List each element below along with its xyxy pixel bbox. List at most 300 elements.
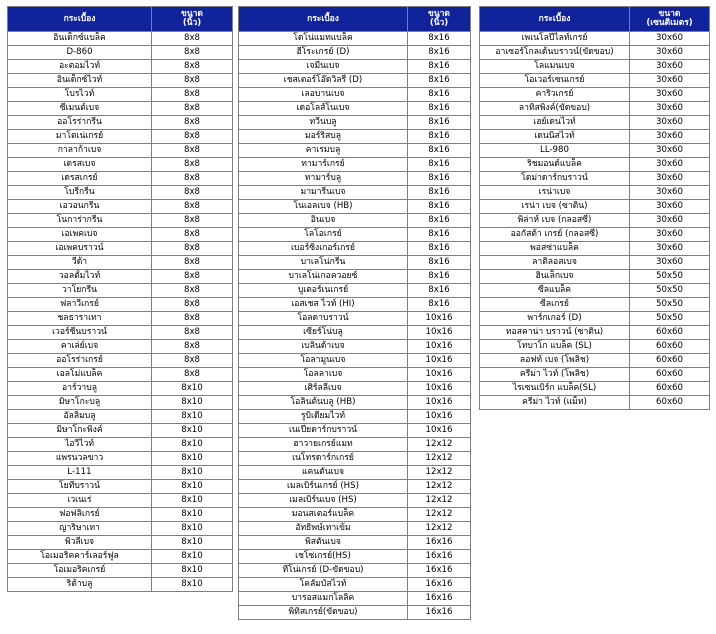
- tile-size-cell: 30x60: [630, 32, 710, 46]
- tile-size-cell: 8x8: [152, 242, 233, 256]
- table-row: [239, 536, 471, 550]
- tile-name-cell: แพรนวลขาว: [8, 452, 152, 466]
- tile-size-cell: 8x8: [152, 340, 233, 354]
- table-row: [239, 424, 471, 438]
- tile-name-cell: คาเล่ย์เบจ: [8, 340, 152, 354]
- tile-name-cell: ริชมอนด์แบล็ค: [480, 158, 630, 172]
- table-row: [239, 578, 471, 592]
- table-row: [8, 438, 233, 452]
- tile-size-cell: 16x16: [408, 550, 471, 564]
- tile-name-cell: เฮย์เดนไวท์: [480, 116, 630, 130]
- tile-name-cell: โบรีกรีน: [8, 186, 152, 200]
- table-row: [8, 368, 233, 382]
- tile-size-cell: 8x16: [408, 46, 471, 60]
- tile-size-cell: 30x60: [630, 74, 710, 88]
- table-row: [239, 130, 471, 144]
- table-row: [239, 452, 471, 466]
- tile-size-cell: 8x16: [408, 158, 471, 172]
- tile-name-cell: โอลลาเบจ: [239, 368, 408, 382]
- tile-size-cell: 8x8: [152, 368, 233, 382]
- tile-size-cell: 12x12: [408, 480, 471, 494]
- tile-name-cell: เพเนโลปีไลท์เกรย์: [480, 32, 630, 46]
- tile-name-cell: ฮาวายเกรย์แมท: [239, 438, 408, 452]
- tile-name-cell: ริต้าบลู: [8, 578, 152, 592]
- table-row: [8, 410, 233, 424]
- tile-size-cell: 12x12: [408, 438, 471, 452]
- tile-name-cell: เวเนเร่: [8, 494, 152, 508]
- table-row: [8, 74, 233, 88]
- tile-size-cell: 50x50: [630, 312, 710, 326]
- tile-name-cell: ฟอฟลิเกรย์: [8, 508, 152, 522]
- tile-size-cell: 8x8: [152, 116, 233, 130]
- tile-size-cell: 8x16: [408, 186, 471, 200]
- tile-name-cell: เอลโม่แบล็ค: [8, 368, 152, 382]
- tile-name-cell: แคนตันเบจ: [239, 466, 408, 480]
- tile-name-cell: โดม่าดาร์กบราวน์: [480, 172, 630, 186]
- tile-size-cell: 8x10: [152, 424, 233, 438]
- table-row: [239, 606, 471, 620]
- table-row: [8, 186, 233, 200]
- tile-name-cell: บารอสแมกโลลิค: [239, 592, 408, 606]
- table-row: [239, 438, 471, 452]
- tile-name-cell: เชสเตอร์โอ๊ดวิลรี่ (D): [239, 74, 408, 88]
- table-row: [480, 200, 710, 214]
- tile-name-cell: โอลามูนเบจ: [239, 354, 408, 368]
- tile-size-cell: 10x16: [408, 396, 471, 410]
- table-row: [239, 46, 471, 60]
- table-row: [8, 298, 233, 312]
- tile-size-cell: 8x16: [408, 214, 471, 228]
- tile-name-cell: เมลเบิร์นเกรย์ (HS): [239, 480, 408, 494]
- header-size-inch: ขนาด (นิ้ว): [408, 7, 471, 32]
- table-row: [239, 550, 471, 564]
- table-row: [239, 256, 471, 270]
- table-row: [239, 214, 471, 228]
- tile-size-cell: 8x16: [408, 144, 471, 158]
- table-row: [8, 214, 233, 228]
- tile-name-cell: โคลัมบัสไวท์: [239, 578, 408, 592]
- tile-size-cell: 12x12: [408, 508, 471, 522]
- table-row: [8, 382, 233, 396]
- table-row: [8, 508, 233, 522]
- tile-size-cell: 8x8: [152, 298, 233, 312]
- tile-name-cell: ลาทิสพิงค์(ขัดขอบ): [480, 102, 630, 116]
- table-row: [239, 60, 471, 74]
- tile-size-cell: 12x12: [408, 466, 471, 480]
- tile-size-cell: 10x16: [408, 410, 471, 424]
- tile-size-cell: 8x8: [152, 312, 233, 326]
- table-row: [239, 592, 471, 606]
- tile-name-cell: อินเบจ: [239, 214, 408, 228]
- tile-name-cell: เรน่าเบจ: [480, 186, 630, 200]
- tile-size-cell: 30x60: [630, 242, 710, 256]
- tile-size-cell: 8x16: [408, 256, 471, 270]
- tile-size-cell: 16x16: [408, 578, 471, 592]
- table-row: [8, 200, 233, 214]
- tile-name-cell: ออโรร่าเกรย์: [8, 354, 152, 368]
- tile-size-cell: 8x8: [152, 46, 233, 60]
- tile-name-cell: เอเพคบราวน์: [8, 242, 152, 256]
- table-row: [480, 144, 710, 158]
- table-row: [239, 74, 471, 88]
- table-row: [239, 116, 471, 130]
- tile-name-cell: พิวลีเบจ: [8, 536, 152, 550]
- tile-name-cell: พิทิสเกรย์(ขัดขอบ): [239, 606, 408, 620]
- tile-size-cell: 30x60: [630, 130, 710, 144]
- tile-size-cell: 8x16: [408, 88, 471, 102]
- tile-name-cell: ซีลเกรย์: [480, 298, 630, 312]
- table-row: [480, 340, 710, 354]
- tile-size-cell: 50x50: [630, 270, 710, 284]
- tile-name-cell: โลแมนเบจ: [480, 60, 630, 74]
- tile-name-cell: เอสเชส ไวท์ (HI): [239, 298, 408, 312]
- table-row: [239, 144, 471, 158]
- tile-name-cell: ทามาร์เกรย์: [239, 158, 408, 172]
- table-row: [8, 46, 233, 60]
- tile-name-cell: ไอวีไวท์: [8, 438, 152, 452]
- tile-name-cell: เดรสเกรย์: [8, 172, 152, 186]
- table-row: [8, 466, 233, 480]
- header-tile-name: กระเบื้อง: [480, 7, 630, 32]
- tile-name-cell: เจมีนเบจ: [239, 60, 408, 74]
- tile-size-cell: 12x12: [408, 452, 471, 466]
- tile-size-cell: 8x8: [152, 186, 233, 200]
- tile-size-cell: 30x60: [630, 214, 710, 228]
- tile-name-cell: ฮีโระเกรย์ (D): [239, 46, 408, 60]
- table-row: [239, 88, 471, 102]
- table-row: [480, 228, 710, 242]
- tile-size-cell: 30x60: [630, 256, 710, 270]
- tile-name-cell: อาร์วาบลู: [8, 382, 152, 396]
- tile-name-cell: เศิร์ลลีเบจ: [239, 382, 408, 396]
- tile-size-cell: 30x60: [630, 158, 710, 172]
- table-row: [239, 32, 471, 46]
- tile-size-cell: 30x60: [630, 228, 710, 242]
- tile-size-cell: 8x16: [408, 74, 471, 88]
- tile-name-cell: พิล่าห์ เบจ (กลอสซี่): [480, 214, 630, 228]
- tile-name-cell: ลอฟท์ เบจ (โพลิช): [480, 354, 630, 368]
- table-row: [480, 354, 710, 368]
- table-row: [480, 60, 710, 74]
- tile-name-cell: เนเปียดาร์กบราวน์: [239, 424, 408, 438]
- tile-name-cell: บาเลโน่กรีน: [239, 256, 408, 270]
- table-row: [8, 578, 233, 592]
- tile-name-cell: เอวอนกรีน: [8, 200, 152, 214]
- tile-size-cell: 8x16: [408, 284, 471, 298]
- tile-name-cell: เบลินด้าเบจ: [239, 340, 408, 354]
- table-row: [8, 102, 233, 116]
- tile-size-cell: 8x10: [152, 550, 233, 564]
- table-row: [239, 326, 471, 340]
- tile-size-cell: 8x10: [152, 508, 233, 522]
- tile-size-cell: 8x8: [152, 270, 233, 284]
- tile-size-cell: 8x16: [408, 228, 471, 242]
- tile-name-cell: D-860: [8, 46, 152, 60]
- tile-size-cell: 8x8: [152, 172, 233, 186]
- table-row: [239, 312, 471, 326]
- table-row: [480, 88, 710, 102]
- tile-size-cell: 10x16: [408, 382, 471, 396]
- tile-size-cell: 8x8: [152, 144, 233, 158]
- table-row: [239, 368, 471, 382]
- tile-name-cell: ทอสคาน่า บราวน์ (ซาติน): [480, 326, 630, 340]
- tile-table-3: [479, 6, 710, 410]
- tile-name-cell: L-111: [8, 466, 152, 480]
- table-row: [8, 424, 233, 438]
- tile-name-cell: อินเด็กซ์แบล็ค: [8, 32, 152, 46]
- tile-size-cell: 50x50: [630, 284, 710, 298]
- table-row: [239, 242, 471, 256]
- table-row: [8, 88, 233, 102]
- tile-name-cell: มิษาโกะพิงค์: [8, 424, 152, 438]
- table-row: [8, 522, 233, 536]
- table-row: [239, 284, 471, 298]
- tile-name-cell: คาริวเกรย์: [480, 88, 630, 102]
- tile-name-cell: ทีโน่เกรย์ (D-ขัดขอบ): [239, 564, 408, 578]
- tile-size-cell: 16x16: [408, 606, 471, 620]
- table-row: [480, 396, 710, 410]
- table-row: [8, 256, 233, 270]
- table-row: [480, 382, 710, 396]
- table-row: [480, 186, 710, 200]
- table-row: [480, 214, 710, 228]
- tile-name-cell: รูบิเดียมไวท์: [239, 410, 408, 424]
- table-row: [480, 46, 710, 60]
- tile-name-cell: เดรสเบจ: [8, 158, 152, 172]
- tile-size-cell: 30x60: [630, 46, 710, 60]
- table-row: [239, 522, 471, 536]
- tile-size-cell: 8x16: [408, 172, 471, 186]
- tile-size-cell: 50x50: [630, 298, 710, 312]
- tile-size-cell: 8x10: [152, 578, 233, 592]
- tile-name-cell: เดนนิสไวท์: [480, 130, 630, 144]
- tile-size-cell: 16x16: [408, 592, 471, 606]
- tile-name-cell: ทามาร์บลู: [239, 172, 408, 186]
- table-row: [8, 340, 233, 354]
- tile-size-cell: 8x8: [152, 102, 233, 116]
- table-row: [480, 102, 710, 116]
- table-row: [239, 186, 471, 200]
- table-row: [480, 298, 710, 312]
- tile-name-cell: ครีม่า ไวท์ (แม็ท): [480, 396, 630, 410]
- tile-size-cell: 8x8: [152, 354, 233, 368]
- tile-name-cell: ชลธาราเทา: [8, 312, 152, 326]
- tile-name-cell: ฮินเล็กเบจ: [480, 270, 630, 284]
- tile-table-1: [7, 6, 233, 592]
- tile-name-cell: บูเตอร์เนเกรย์: [239, 284, 408, 298]
- tile-name-cell: เชโซ่เกรย์(HS): [239, 550, 408, 564]
- table-row: [239, 158, 471, 172]
- tile-name-cell: โอเมอริคเกรย์: [8, 564, 152, 578]
- tile-name-cell: ครีม่า ไวท์ (โพลิช): [480, 368, 630, 382]
- tile-size-cell: 8x8: [152, 284, 233, 298]
- table-row: [8, 452, 233, 466]
- tile-size-cell: 8x16: [408, 270, 471, 284]
- tile-name-cell: โอเวอร์เซนเกรย์: [480, 74, 630, 88]
- tile-size-cell: 60x60: [630, 340, 710, 354]
- header-tile-name: กระเบื้อง: [8, 7, 152, 32]
- tile-size-cell: 8x10: [152, 480, 233, 494]
- tile-name-cell: โลโอเกรย์: [239, 228, 408, 242]
- tile-size-cell: 8x8: [152, 74, 233, 88]
- tile-size-cell: 8x8: [152, 130, 233, 144]
- tile-size-cell: 60x60: [630, 368, 710, 382]
- table-row: [480, 256, 710, 270]
- tile-name-cell: เมลเบิร์นเบจ (HS): [239, 494, 408, 508]
- table-row: [480, 270, 710, 284]
- table-row: [8, 564, 233, 578]
- tile-size-cell: 12x12: [408, 494, 471, 508]
- table-row: [480, 284, 710, 298]
- tile-size-cell: 30x60: [630, 88, 710, 102]
- tile-name-cell: โอลินต้นบลู (HB): [239, 396, 408, 410]
- tile-name-cell: โนเอลเบจ (HB): [239, 200, 408, 214]
- table-row: [239, 270, 471, 284]
- tile-name-cell: อัทธิพษ์เทาเข้ม: [239, 522, 408, 536]
- table-row: [480, 326, 710, 340]
- table-row: [480, 130, 710, 144]
- table-row: [8, 32, 233, 46]
- tile-size-cell: 8x10: [152, 396, 233, 410]
- tile-size-cell: 60x60: [630, 396, 710, 410]
- table-row: [239, 298, 471, 312]
- table-row: [239, 508, 471, 522]
- tile-size-cell: 8x16: [408, 102, 471, 116]
- tile-name-cell: อินเด็กซ์ไวท์: [8, 74, 152, 88]
- tile-size-cell: 16x16: [408, 536, 471, 550]
- tile-size-cell: 8x16: [408, 242, 471, 256]
- table-row: [239, 466, 471, 480]
- tile-name-cell: มาโตเน่เกรย์: [8, 130, 152, 144]
- tile-name-cell: อาเซอร์โกลเด้นบราวน์(ขัดขอบ): [480, 46, 630, 60]
- tile-name-cell: โดโน่แมทแบล็ค: [239, 32, 408, 46]
- table-row: [8, 480, 233, 494]
- table-row: [239, 228, 471, 242]
- tile-name-cell: โบรไวท์: [8, 88, 152, 102]
- tile-size-cell: 30x60: [630, 186, 710, 200]
- tile-size-cell: 30x60: [630, 102, 710, 116]
- table-row: [239, 410, 471, 424]
- tile-name-cell: พาร์กเกอร์ (D): [480, 312, 630, 326]
- tile-name-cell: พอสซ่าแบล็ค: [480, 242, 630, 256]
- table-row: [8, 494, 233, 508]
- table-row: [239, 396, 471, 410]
- tile-name-cell: เนโทรดาร์กเกรย์: [239, 452, 408, 466]
- tile-name-cell: มิษาโกะบลู: [8, 396, 152, 410]
- tile-name-cell: วอลตั้มไวท์: [8, 270, 152, 284]
- table-row: [8, 130, 233, 144]
- tile-size-cell: 60x60: [630, 382, 710, 396]
- table-row: [239, 564, 471, 578]
- tile-size-cell: 8x10: [152, 494, 233, 508]
- table-row: [480, 312, 710, 326]
- tile-size-cell: 8x16: [408, 60, 471, 74]
- table-row: [239, 102, 471, 116]
- tile-name-cell: ฟลาวีเกรย์: [8, 298, 152, 312]
- tile-name-cell: วีด้า: [8, 256, 152, 270]
- table-row: [239, 480, 471, 494]
- tile-size-cell: 60x60: [630, 354, 710, 368]
- tile-name-cell: เรน่า เบจ (ซาติน): [480, 200, 630, 214]
- table-row: [8, 326, 233, 340]
- tile-size-cell: 30x60: [630, 144, 710, 158]
- tile-name-cell: ญาริษาเทา: [8, 522, 152, 536]
- tile-size-cell: 60x60: [630, 326, 710, 340]
- tile-size-cell: 30x60: [630, 116, 710, 130]
- tile-name-cell: เอเพคเบจ: [8, 228, 152, 242]
- tile-size-cell: 8x10: [152, 438, 233, 452]
- tile-size-cell: 30x60: [630, 60, 710, 74]
- table-row: [480, 368, 710, 382]
- table-row: [8, 60, 233, 74]
- table-row: [239, 172, 471, 186]
- table-row: [8, 550, 233, 564]
- table-row: [8, 536, 233, 550]
- table-row: [8, 172, 233, 186]
- tile-name-cell: ซีเมนต์เบจ: [8, 102, 152, 116]
- table-row: [8, 354, 233, 368]
- tile-name-cell: เบอร์ซิงเกอร์เกรย์: [239, 242, 408, 256]
- tile-size-cell: 30x60: [630, 200, 710, 214]
- tile-name-cell: คาเรมบลู: [239, 144, 408, 158]
- table-row: [8, 242, 233, 256]
- tile-size-cell: 8x10: [152, 382, 233, 396]
- tile-size-cell: 8x10: [152, 564, 233, 578]
- table-row: [480, 242, 710, 256]
- tile-size-cell: 8x16: [408, 130, 471, 144]
- tile-name-cell: โทบาโก แบล็ค (SL): [480, 340, 630, 354]
- tile-size-cell: 8x16: [408, 200, 471, 214]
- tile-name-cell: ทวีนบลู: [239, 116, 408, 130]
- table-row: [239, 382, 471, 396]
- tile-size-cell: 8x8: [152, 60, 233, 74]
- tile-name-cell: บาเลโน่เกอควอยซ์: [239, 270, 408, 284]
- tile-size-cell: 8x10: [152, 452, 233, 466]
- table-row: [8, 284, 233, 298]
- tile-size-cell: 8x8: [152, 200, 233, 214]
- tile-name-cell: โอเมอริคคาร์เลอร์ฟูล: [8, 550, 152, 564]
- tile-size-cell: 30x60: [630, 172, 710, 186]
- table-row: [8, 116, 233, 130]
- table-row: [8, 144, 233, 158]
- tile-name-cell: โยทีบราวน์: [8, 480, 152, 494]
- table-row: [480, 116, 710, 130]
- tile-size-cell: 8x8: [152, 158, 233, 172]
- table-row: [239, 354, 471, 368]
- table-row: [480, 172, 710, 186]
- tile-size-cell: 8x16: [408, 116, 471, 130]
- tile-name-cell: โนการ่ากรีน: [8, 214, 152, 228]
- tile-size-cell: 10x16: [408, 312, 471, 326]
- header-size-cm: ขนาด (เซนติเมตร): [630, 7, 710, 32]
- tile-name-cell: อัลลิมบลู: [8, 410, 152, 424]
- tile-name-cell: ไรเซนเบิร์ก แบล็ค(SL): [480, 382, 630, 396]
- table-row: [239, 200, 471, 214]
- header-tile-name: กระเบื้อง: [239, 7, 408, 32]
- tile-size-cell: 8x8: [152, 88, 233, 102]
- tile-size-cell: 10x16: [408, 354, 471, 368]
- table-row: [8, 396, 233, 410]
- tile-size-cell: 8x10: [152, 466, 233, 480]
- tile-size-cell: 10x16: [408, 326, 471, 340]
- tile-table-2: [238, 6, 471, 620]
- tile-size-cell: 8x8: [152, 256, 233, 270]
- tile-name-cell: มอนสเตอร์แบล็ค: [239, 508, 408, 522]
- tile-name-cell: เลอบานเบจ: [239, 88, 408, 102]
- tile-size-cell: 8x16: [408, 298, 471, 312]
- table-row: [239, 494, 471, 508]
- tile-size-cell: 8x8: [152, 214, 233, 228]
